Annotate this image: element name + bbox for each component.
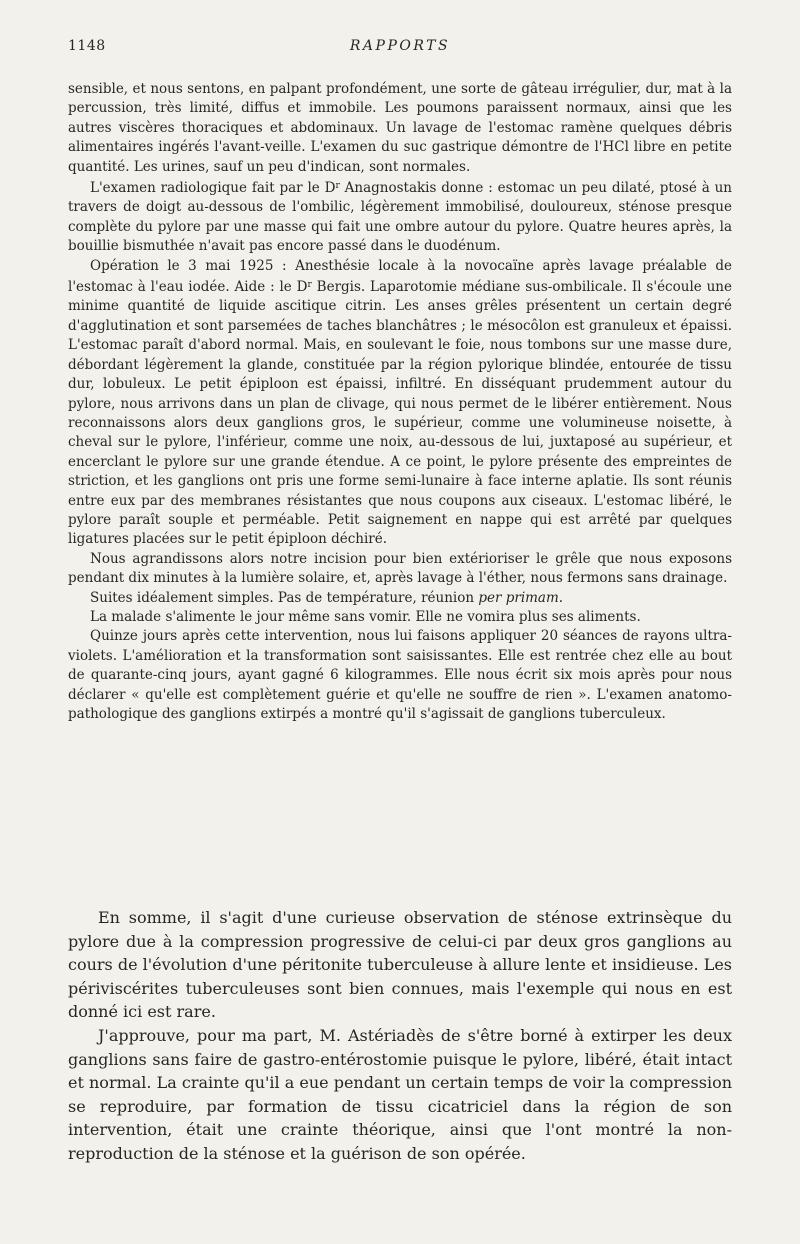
text-run: L'examen radiologique fait par le D <box>90 180 336 197</box>
paragraph-summary: En somme, il s'agit d'une curieuse observation de sténose extrinsèque du pylore due à la compression progressive de celui-ci par deux gros ganglions au cours de l'évolution d'une péritonite tuberculeuse à allure lente et insidieuse. Les périviscérites tuberculeuses sont bien connues, mais l'exemple qui nous en est donné ici est rare. <box>68 908 732 1022</box>
page-header <box>68 38 732 58</box>
superscript: r <box>335 181 340 192</box>
text-run: Anagnostakis donne : estomac un peu dilaté, ptosé à un travers de doigt au-dessous de l'ombilic, légèrement immobilisé, douloureux, sténose presque complète du pylore par une masse qui fait une ombre autour du pylore. Quatre heures après, la bouillie bismuthée n'avait pas encore passé dans le duodénum. <box>68 180 732 255</box>
italic-text: per primam. <box>478 589 564 606</box>
paragraph-clinical-exam: sensible, et nous sentons, en palpant profondément, une sorte de gâteau irrégulier, dur, mat à la percussion, très limité, diffus et immobile. Les poumons paraissent normaux, ainsi que les autres viscères thoraciques et abdominaux. Un lavage de l'estomac ramène quelques débris alimentaires ingérés l'avant-veille. L'examen du suc gastrique démontre de l'HCl libre en petite quantité. Les urines, sauf un peu d'indican, sont normales. <box>68 81 732 175</box>
paragraph-opinion: J'approuve, pour ma part, M. Astériadès de s'être borné à extirper les deux ganglions sans faire de gastro-entérostomie puisque le pylore, libéré, était intact et normal. La crainte qu'il a eue pendant un certain temps de voir la compression se reproduire, par formation de tissu cicatriciel dans la région de son intervention, était une crainte théorique, ainsi que l'ont montré la non-reproduction de la sténose et la guérison de son opérée. <box>68 1025 732 1163</box>
superscript: r <box>307 280 312 291</box>
text-run: Opération le 3 mai 1925 : Anesthésie locale à la novocaïne après lavage préalable de l'estomac à l'eau iodée. Aide : le D <box>68 257 732 296</box>
paragraph-feeding: La malade s'alimente le jour même sans vomir. Elle ne vomira plus ses aliments. <box>90 608 641 625</box>
paragraph-followup: Quinze jours après cette intervention, nous lui faisons appliquer 20 séances de rayons ultra-violets. L'amélioration et la transformation sont saisissantes. Elle est rentrée chez elle au bout de quarante-cinq jours, ayant gagné 6 kilogrammes. Elle nous écrit six mois après pour nous déclarer « qu'elle est complètement guérie et qu'elle ne souffre de rien ». L'examen anatomo-pathologique des ganglions extirpés a montré qu'il s'agissait de ganglions tuberculeux. <box>68 628 732 722</box>
page-number: 1148 <box>68 38 106 54</box>
paragraph-postop <box>68 589 732 608</box>
paragraph-incision: Nous agrandissons alors notre incision pour bien extérioriser le grêle que nous exposons pendant dix minutes à la lumière solaire, et, après lavage à l'éther, nous fermons sans drainage. <box>68 550 732 587</box>
text-run: Suites idéalement simples. Pas de température, réunion <box>90 589 479 606</box>
case-report-text <box>68 80 732 724</box>
paragraph-radiology <box>68 177 732 257</box>
running-title: RAPPORTS <box>349 38 451 54</box>
commentary-text <box>68 906 732 1166</box>
paragraph-operation <box>68 257 732 550</box>
text-run: Bergis. Laparotomie médiane sus-ombilicale. Il s'écoule une minime quantité de liquide ascitique citrin. Les anses grêles présentent un certain degré d'agglutination et sont parsemées de taches blanchâtres ; le mésocôlon est granuleux et épaissi. L'estomac paraît d'abord normal. Mais, en soulevant le foie, nous tombons sur une masse dure, débordant légèrement la glande, constituée par la région pylorique blindée, entourée de tissu dur, lobuleux. Le petit épiploon est épaissi, infiltré. En disséquant prudemment autour du pylore, nous arrivons dans un plan de clivage, qui nous permet de le libérer entièrement. Nous reconnaissons alors deux ganglions gros, le supérieur, comme une volumineuse noisette, à cheval sur le pylore, l'inférieur, comme une noix, au-dessous de lui, juxtaposé au supérieur, et encerclant le pylore sur une grande étendue. A ce point, le pylore présente des empreintes de striction, et les ganglions ont pris une forme semi-lunaire à face interne aplatie. Ils sont réunis entre eux par des membranes résistantes que nous coupons aux ciseaux. L'estomac libéré, le pylore paraît souple et perméable. Petit saignement en nappe qui est arrêté par quelques ligatures placées sur le petit épiploon déchiré. <box>68 279 732 548</box>
